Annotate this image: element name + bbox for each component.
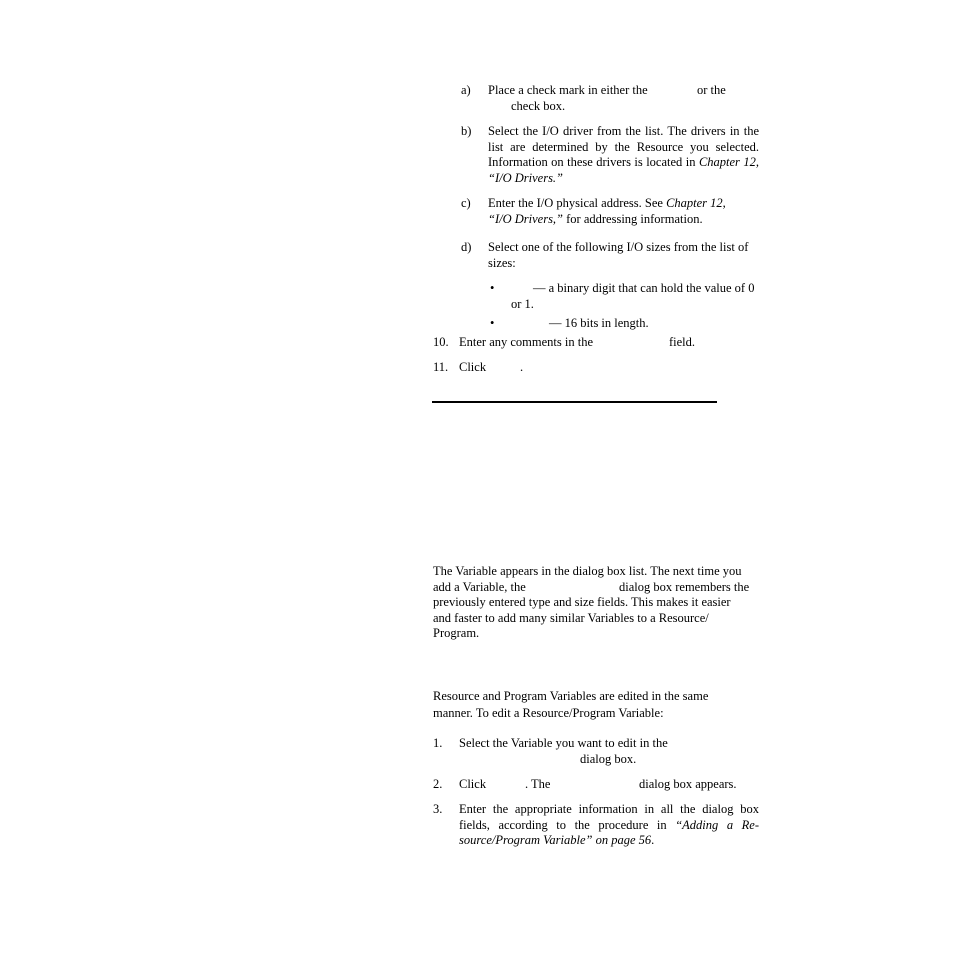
substep-d-text: Select one of the following I/O sizes from the list of sizes: <box>488 240 749 270</box>
variable-para-line2b: dialog box remembers the <box>619 580 750 594</box>
bullet-marker: • <box>490 316 495 330</box>
variable-para-line3: previously entered type and size fields. This makes it easier <box>433 595 731 609</box>
edit-step-2-text-end: dialog box appears. <box>639 777 737 791</box>
step-10-text: Enter any comments in the <box>459 335 593 349</box>
variable-para-line5: Program. <box>433 626 480 640</box>
edit-para-line1: Resource and Program Variables are edited in the same <box>433 689 709 703</box>
edit-step-1-text: Select the Variable you want to edit in the <box>459 736 668 750</box>
step-10-text-end: field. <box>669 335 696 349</box>
substep-b-label: b) <box>461 124 472 138</box>
step-11-text-end: . <box>520 360 524 374</box>
edit-step-1-text-line2: dialog box. <box>580 752 637 766</box>
bullet-word-text: — 16 bits in length. <box>549 316 649 330</box>
step-11-text: Click <box>459 360 487 374</box>
substep-c-text: Enter the I/O physical address. See Chapter 12, “I/O Drivers,” for addressing information. <box>488 196 726 226</box>
substep-a-text-part1: Place a check mark in either the <box>488 83 648 97</box>
substep-b-reference: Chapter 12, “I/O Drivers.” <box>488 155 759 185</box>
edit-step-3-number: 3. <box>433 802 443 816</box>
variable-para-line2a: add a Variable, the <box>433 580 526 594</box>
variable-para-line4: and faster to add many similar Variables to a Resource/ <box>433 611 709 625</box>
substep-b-text: Select the I/O driver from the list. The drivers in the list are determined by the Resource you selected. Information on these drivers is located in Chapter 12, “I/O Drivers.” <box>488 124 759 185</box>
edit-step-2-text: Click <box>459 777 487 791</box>
edit-step-3-reference: “Adding a Resource/Program Variable” on page 56 <box>459 817 759 848</box>
substep-a-text-line2: check box. <box>511 99 566 113</box>
edit-step-3-text: Enter the appropriate information in all the dialog box fields, according to the procedure in “Adding a Resource/Program Variable” on page 56. <box>459 802 759 848</box>
substep-a-text-part2: or the <box>697 83 726 97</box>
substep-c-label: c) <box>461 196 471 210</box>
substep-c-reference: Chapter 12, “I/O Drivers,” <box>488 196 726 226</box>
bullet-bit-text: — a binary digit that can hold the value of 0 or 1. <box>511 281 755 311</box>
bullet-marker: • <box>490 281 495 295</box>
substep-a-label: a) <box>461 83 471 97</box>
edit-step-2-text-mid: . The <box>525 777 551 791</box>
step-10-number: 10. <box>433 335 449 349</box>
edit-step-2-number: 2. <box>433 777 443 791</box>
edit-para-line2: manner. To edit a Resource/Program Variable: <box>433 706 664 720</box>
edit-step-1-number: 1. <box>433 736 443 750</box>
step-11-number: 11. <box>433 360 449 374</box>
substep-d-label: d) <box>461 240 472 254</box>
section-divider <box>432 401 717 403</box>
variable-para-line1: The Variable appears in the dialog box list. The next time you <box>433 564 742 578</box>
